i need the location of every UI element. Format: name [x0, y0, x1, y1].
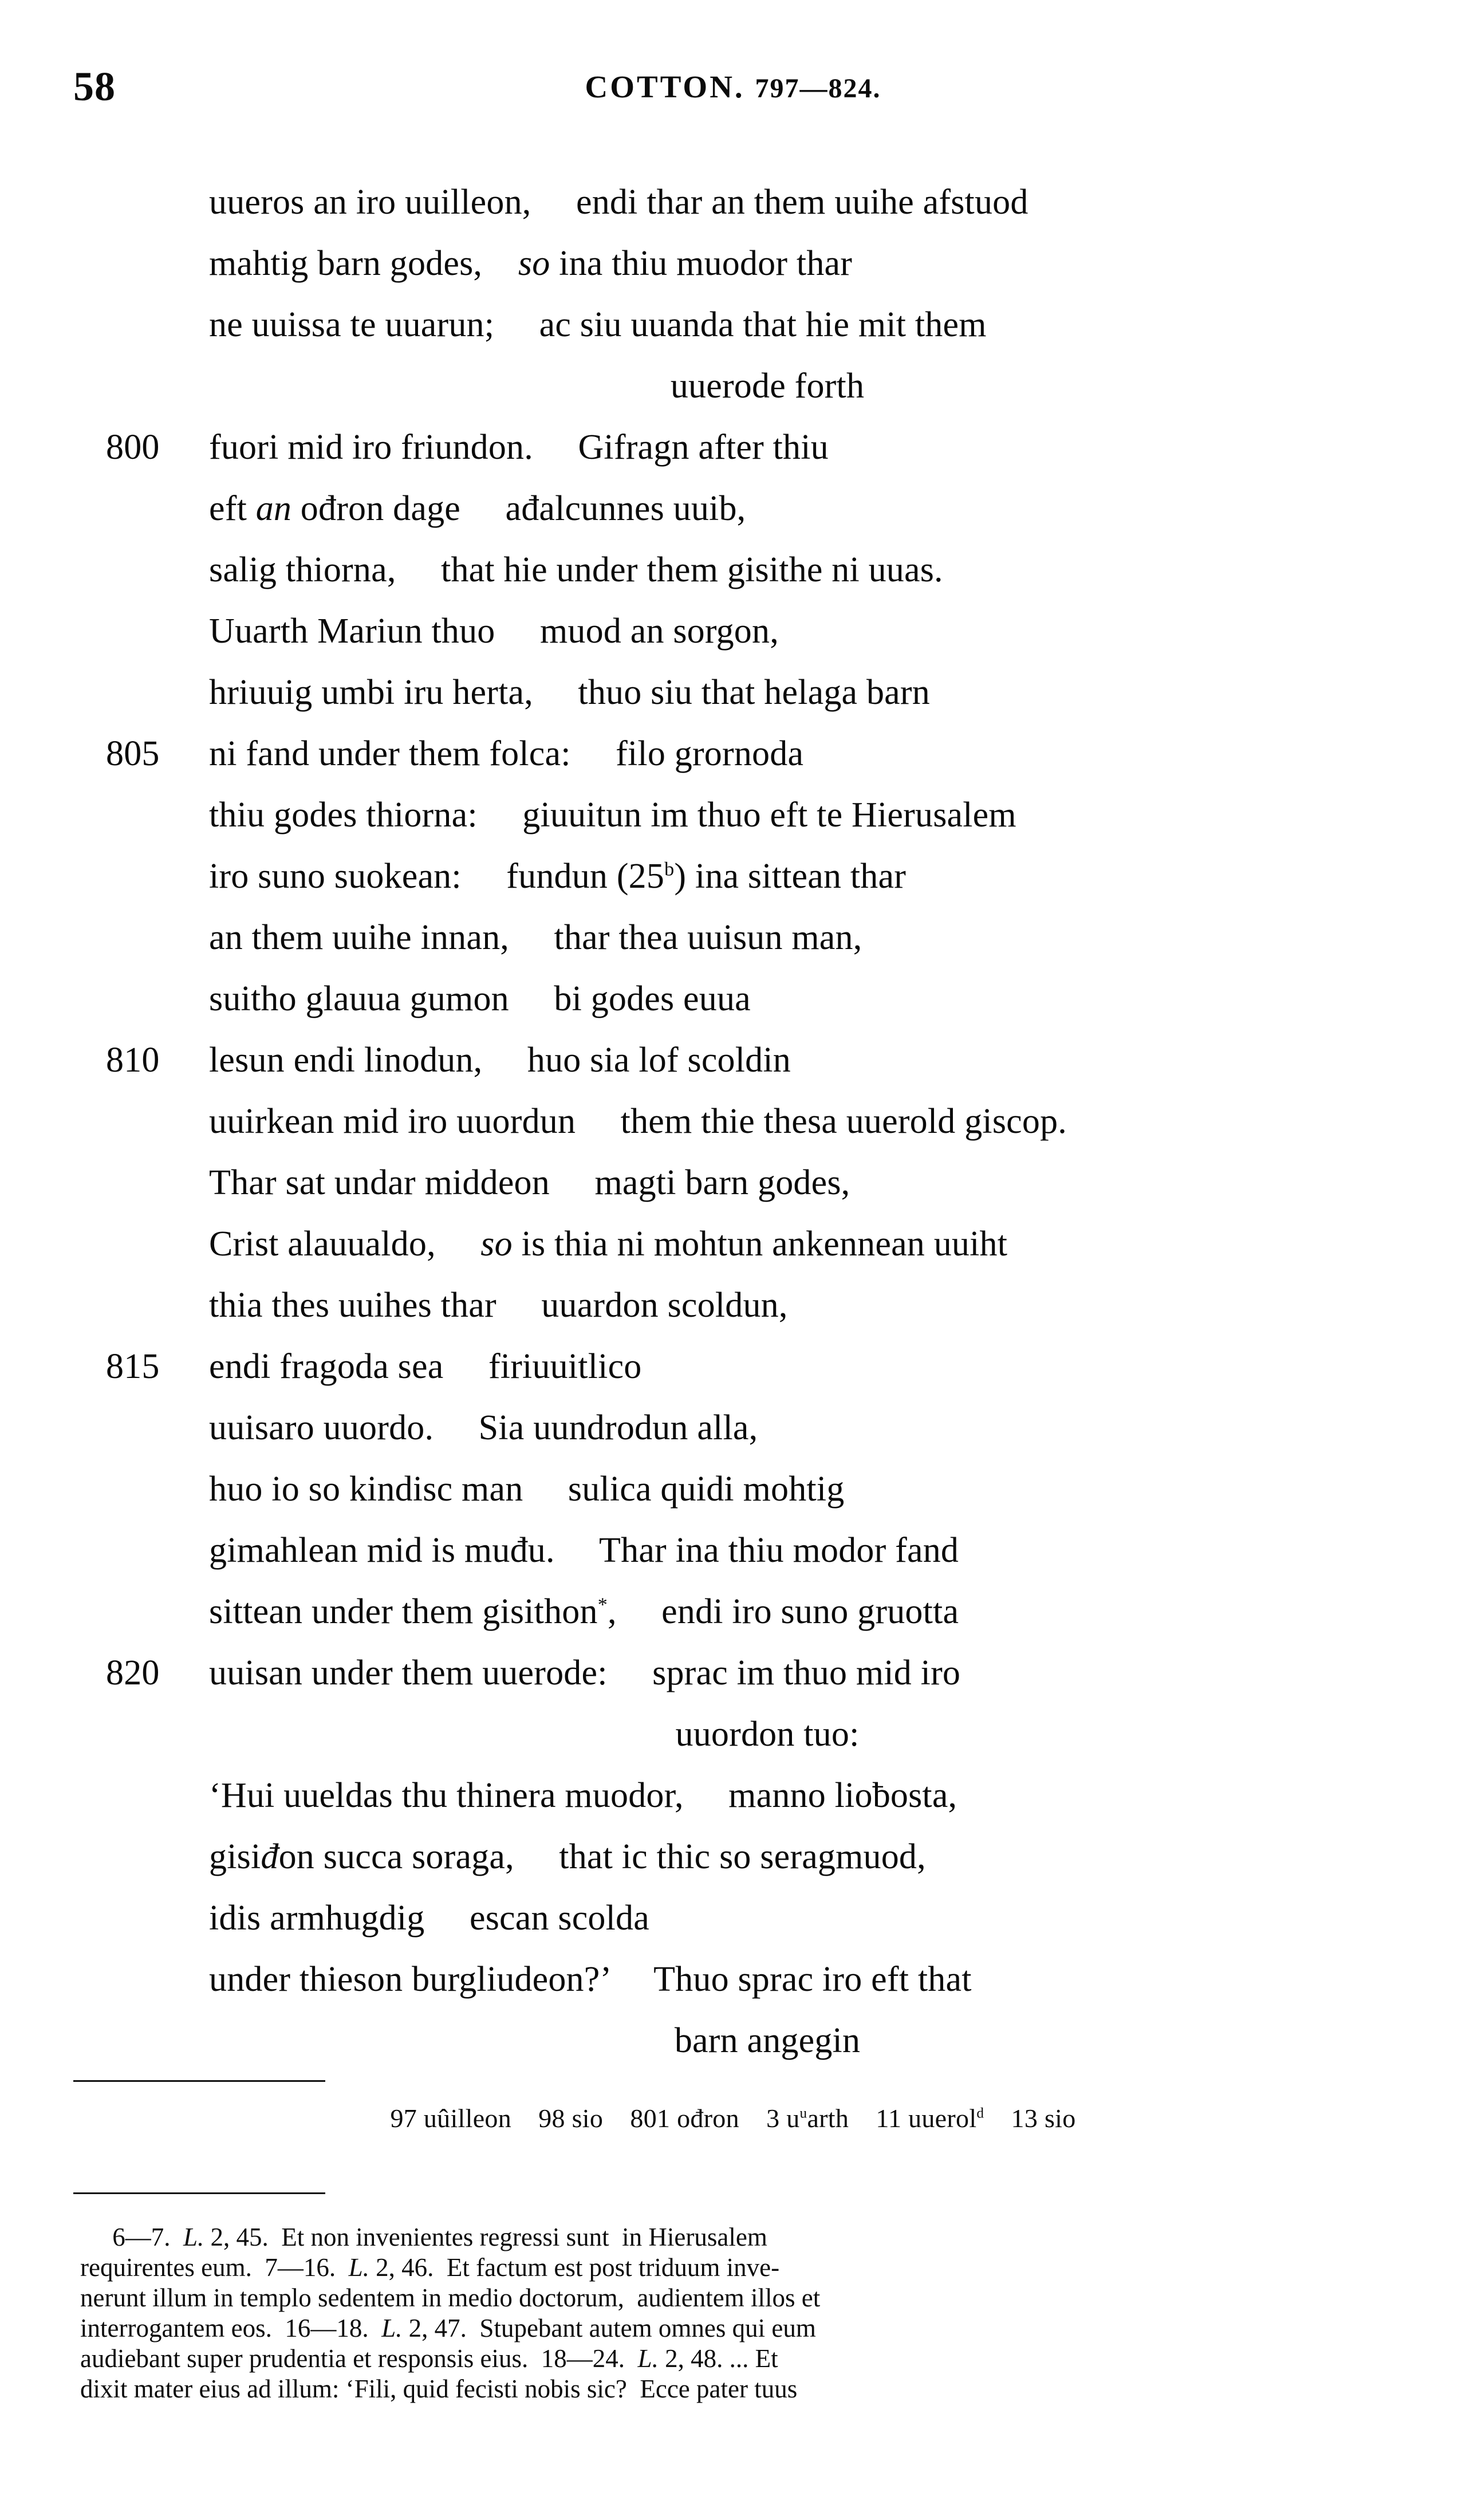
verse-line-text: mahtig barn godes, so ina thiu muodor thar — [209, 244, 853, 283]
verse-line-text: an them uuihe innan, thar thea uuisun man, — [209, 918, 862, 957]
verse-line-text: uueros an iro uuilleon, endi thar an them uuihe afstuod — [209, 183, 1028, 222]
verse-line — [0, 294, 1466, 356]
verse-body — [0, 172, 1466, 2072]
verse-line-text: thia thes uuihes thar uuardon scoldun, — [209, 1286, 788, 1325]
verse-line — [0, 2010, 1466, 2072]
verse-line — [0, 1949, 1466, 2010]
verse-line-number: 820 — [106, 1653, 160, 1692]
verse-line-text: under thieson burgliudeon?’ Thuo sprac iro eft that — [209, 1960, 972, 1999]
verse-line — [0, 478, 1466, 540]
verse-line — [0, 1397, 1466, 1459]
verse-line-text: gimahlean mid is muđu. Thar ina thiu modor fand — [209, 1531, 959, 1570]
verse-line — [0, 907, 1466, 968]
verse-line-text: uuerode forth — [670, 367, 865, 405]
verse-line — [0, 723, 1466, 785]
verse-line-text: idis armhugdig escan scolda — [209, 1899, 649, 1938]
verse-line-text: ‘Hui uueldas thu thinera muodor, manno lioƀosta, — [209, 1776, 957, 1815]
verse-line — [0, 1765, 1466, 1826]
verse-line-text: ni fand under them folca: filo grornoda — [209, 734, 804, 773]
verse-line — [0, 417, 1466, 478]
footnote-line: nerunt illum in templo sedentem in medio doctorum, audientem illos et — [80, 2283, 821, 2312]
verse-line — [0, 1091, 1466, 1152]
running-title — [0, 69, 1466, 105]
apparatus-rule-top — [73, 2080, 325, 2082]
verse-line-text: Uuarth Mariun thuo muod an sorgon, — [209, 612, 779, 651]
verse-line — [0, 1275, 1466, 1336]
verse-line — [0, 172, 1466, 233]
variant-apparatus: 97 uûilleon 98 sio 801 ođron 3 $u^uarth$ 11 uuerol$^d$ 13 sio — [390, 2104, 1076, 2133]
verse-line-number: 800 — [106, 428, 160, 467]
verse-line — [0, 356, 1466, 417]
verse-line-text: uuordon tuo: — [675, 1715, 860, 1754]
verse-line-text: sittean under them gisithon*, endi iro suno gruotta — [209, 1592, 959, 1631]
verse-line-number: 810 — [106, 1041, 160, 1080]
verse-line-number: 805 — [106, 734, 160, 773]
verse-line — [0, 1152, 1466, 1214]
running-title-text: COTTON. — [585, 69, 745, 104]
footnote-line: interrogantem eos. 16—18. L. 2, 47. Stupebant autem omnes qui eum — [80, 2314, 816, 2342]
verse-line-text: uuisaro uuordo. Sia uundrodun alla, — [209, 1408, 758, 1447]
footnote-line: requirentes eum. 7—16. L. 2, 46. Et factum est post triduum inve- — [80, 2253, 780, 2282]
verse-line-text: Thar sat undar middeon magti barn godes, — [209, 1163, 850, 1202]
verse-line-text: iro suno suokean: fundun (25$^b$) ina sittean thar — [209, 857, 907, 896]
latin-footnote — [80, 2222, 1389, 2404]
verse-line — [0, 1826, 1466, 1888]
verse-line — [0, 662, 1466, 723]
verse-line — [0, 785, 1466, 846]
verse-line-text: fuori mid iro friundon. Gifragn after thiu — [209, 428, 829, 467]
verse-line — [0, 1336, 1466, 1397]
verse-line-text: endi fragoda sea firiuuitlico — [209, 1347, 642, 1386]
footnote-line: dixit mater eius ad illum: ‘Fili, quid fecisti nobis sic? Ecce pater tuus — [80, 2375, 798, 2403]
verse-line — [0, 846, 1466, 907]
verse-line-text: barn angegin — [674, 2021, 861, 2060]
verse-line-text: lesun endi linodun, huo sia lof scoldin — [209, 1041, 791, 1080]
verse-line — [0, 1459, 1466, 1520]
verse-line — [0, 1030, 1466, 1091]
verse-line — [0, 968, 1466, 1030]
footnote-line: audiebant super prudentia et responsis eius. 18—24. L. 2, 48. ... Et — [80, 2344, 778, 2373]
verse-line — [0, 233, 1466, 294]
verse-line — [0, 1214, 1466, 1275]
page-number: 58 — [73, 64, 116, 109]
verse-line-text: uuisan under them uuerode: sprac im thuo mid iro — [209, 1653, 961, 1692]
verse-line-text: gisiđon succa soraga, that ic thic so seragmuod, — [209, 1837, 926, 1876]
verse-line-text: eft an ođron dage ađalcunnes uuib, — [209, 489, 746, 528]
verse-line-text: hriuuig umbi iru herta, thuo siu that helaga barn — [209, 673, 930, 712]
verse-line — [0, 1704, 1466, 1765]
running-title-line-range: 797—824. — [755, 73, 881, 104]
verse-line-text: thiu godes thiorna: giuuitun im thuo eft te Hierusalem — [209, 796, 1016, 834]
running-head — [0, 63, 1466, 115]
verse-line-text: ne uuissa te uuarun; ac siu uuanda that hie mit them — [209, 305, 987, 344]
verse-line — [0, 1888, 1466, 1949]
verse-line-text: salig thiorna, that hie under them gisithe ni uuas. — [209, 550, 943, 589]
verse-line-text: huo io so kindisc man sulica quidi mohtig — [209, 1470, 845, 1509]
verse-line — [0, 540, 1466, 601]
verse-line-text: Crist alauualdo, so is thia ni mohtun ankennean uuiht — [209, 1224, 1008, 1263]
verse-line — [0, 601, 1466, 662]
verse-line-text: suitho glauua gumon bi godes euua — [209, 979, 751, 1018]
verse-line — [0, 1581, 1466, 1643]
verse-line-number: 815 — [106, 1347, 160, 1386]
verse-line — [0, 1643, 1466, 1704]
apparatus-rule-bottom — [73, 2192, 325, 2194]
footnote-line: 6—7. L. 2, 45. Et non invenientes regressi sunt in Hierusalem — [80, 2223, 767, 2251]
verse-line — [0, 1520, 1466, 1581]
verse-line-text: uuirkean mid iro uuordun them thie thesa uuerold giscop. — [209, 1102, 1067, 1141]
